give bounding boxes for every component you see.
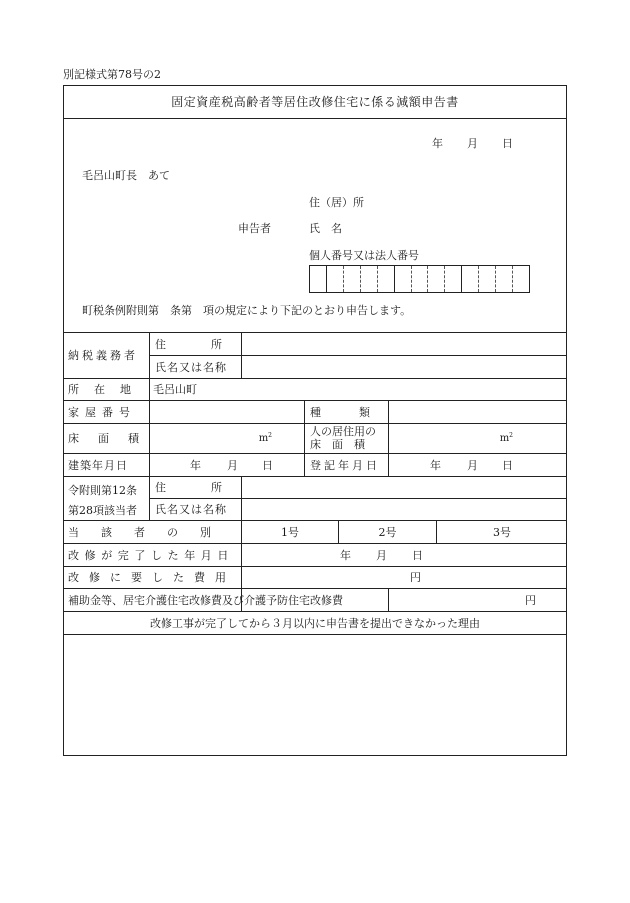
kind-field[interactable] xyxy=(389,401,566,423)
number-digit-box[interactable] xyxy=(479,266,496,292)
location-value[interactable]: 毛呂山町 xyxy=(153,383,197,396)
completion-date-month: 月 xyxy=(376,549,387,562)
built-date-month: 月 xyxy=(227,459,238,472)
residential-area-label-line1: 人の居住用の xyxy=(310,425,376,438)
category-label xyxy=(68,521,240,543)
square-meter-unit: $m^2$ xyxy=(258,432,272,444)
cost-unit: 円 xyxy=(410,571,421,584)
number-digit-box[interactable] xyxy=(327,266,344,292)
rule-col-c xyxy=(304,400,305,476)
number-digit-box[interactable] xyxy=(428,266,445,292)
registered-date-label-text: 登記年月日 xyxy=(310,458,380,472)
category-label-text: 当該者の別 xyxy=(68,525,233,539)
taxpayer-name-field[interactable] xyxy=(242,356,566,378)
number-digit-box[interactable] xyxy=(310,266,327,292)
applicable-person-label-line1: 令附則第12条 xyxy=(68,484,137,497)
number-digit-box[interactable] xyxy=(462,266,479,292)
residential-area-field[interactable] xyxy=(389,424,513,453)
registered-date-month: 月 xyxy=(467,459,478,472)
taxpayer-address-field[interactable] xyxy=(242,333,566,355)
number-digit-box[interactable] xyxy=(378,266,395,292)
built-date-label-text: 建築年月日 xyxy=(68,458,128,472)
floor-area-field[interactable] xyxy=(150,424,272,453)
reason-label: 改修工事が完了してから３月以内に申告書を提出できなかった理由 xyxy=(150,616,480,630)
rule-title-bottom xyxy=(63,118,567,119)
house-number-label xyxy=(68,401,148,423)
declarant-address-label: 住（居）所 xyxy=(309,196,364,209)
subsidy-label: 補助金等、居宅介護住宅改修費及び介護予防住宅改修費 xyxy=(68,593,343,607)
category-option-1[interactable]: 1号 xyxy=(281,525,299,539)
applicable-person-address-field[interactable] xyxy=(242,477,566,498)
cost-label xyxy=(68,567,240,588)
completion-date-label-text: 改修が完了した年月日 xyxy=(68,548,234,562)
subsidy-unit: 円 xyxy=(525,594,536,607)
built-date-year: 年 xyxy=(190,459,201,472)
taxpayer-label xyxy=(68,333,144,378)
number-digit-box[interactable] xyxy=(395,266,412,292)
date-day-label: 日 xyxy=(502,137,513,150)
declarant-name-label: 氏 名 xyxy=(309,222,342,235)
residential-area-label-line2: 床 面 積 xyxy=(310,438,365,451)
residential-area-label xyxy=(310,425,386,453)
registered-date-day: 日 xyxy=(502,459,513,472)
floor-area-label xyxy=(68,424,158,453)
statement: 町税条例附則第 条第 項の規定により下記のとおり申告します。 xyxy=(82,304,412,317)
floor-area-label-text: 床面積 xyxy=(68,432,158,445)
completion-date-label xyxy=(68,544,240,566)
kind-label xyxy=(310,401,408,423)
declarant-label: 申告者 xyxy=(238,222,271,235)
addressee: 毛呂山町長 あて xyxy=(82,169,170,182)
taxpayer-label-text: 納税義務者 xyxy=(68,349,138,362)
category-option-2[interactable]: 2号 xyxy=(378,525,397,539)
category-option-3[interactable]: 3号 xyxy=(493,525,511,539)
completion-date-day: 日 xyxy=(412,549,423,562)
number-digit-box[interactable] xyxy=(513,266,529,292)
location-label xyxy=(68,379,148,400)
registered-date-label xyxy=(310,454,386,476)
rule-col-g xyxy=(388,588,389,611)
applicable-person-name-label xyxy=(155,499,239,520)
number-digit-box[interactable] xyxy=(344,266,361,292)
taxpayer-name-label xyxy=(155,356,239,378)
applicable-person-address-label xyxy=(155,477,267,498)
applicable-person-address-text: 住所 xyxy=(155,481,267,494)
taxpayer-address-text: 住所 xyxy=(155,337,267,351)
kind-label-text: 種類 xyxy=(310,405,408,419)
built-date-label xyxy=(68,454,148,476)
location-label-text: 所在地 xyxy=(68,383,146,396)
rule-col-a3 xyxy=(149,476,150,520)
form-reference: 別記様式第78号の2 xyxy=(63,68,161,81)
applicable-person-name-text: 氏名又は名称 xyxy=(155,503,227,516)
completion-date-year: 年 xyxy=(340,549,351,562)
square-meter-unit: $m^2$ xyxy=(499,432,513,444)
applicable-person-label xyxy=(68,481,137,521)
taxpayer-name-text: 氏名又は名称 xyxy=(155,360,227,374)
reason-field[interactable] xyxy=(64,635,566,755)
taxpayer-address-label xyxy=(155,333,267,355)
applicable-person-label-line2: 第28項該当者 xyxy=(68,504,137,517)
number-digit-box[interactable] xyxy=(361,266,378,292)
number-digit-box[interactable] xyxy=(445,266,462,292)
date-year-label: 年 xyxy=(432,137,443,150)
number-digit-box[interactable] xyxy=(496,266,513,292)
form-title: 固定資産税高齢者等居住改修住宅に係る減額申告書 xyxy=(171,95,459,109)
registered-date-year: 年 xyxy=(430,459,441,472)
house-number-label-text: 家屋番号 xyxy=(68,405,136,419)
built-date-day: 日 xyxy=(262,459,273,472)
individual-number-boxes[interactable] xyxy=(309,265,530,293)
cost-label-text: 改修に要した費用 xyxy=(68,571,236,584)
number-digit-box[interactable] xyxy=(412,266,429,292)
applicable-person-name-field[interactable] xyxy=(242,499,566,520)
house-number-field[interactable] xyxy=(150,401,303,423)
declarant-number-label: 個人番号又は法人番号 xyxy=(309,249,419,262)
date-month-label: 月 xyxy=(467,137,478,150)
